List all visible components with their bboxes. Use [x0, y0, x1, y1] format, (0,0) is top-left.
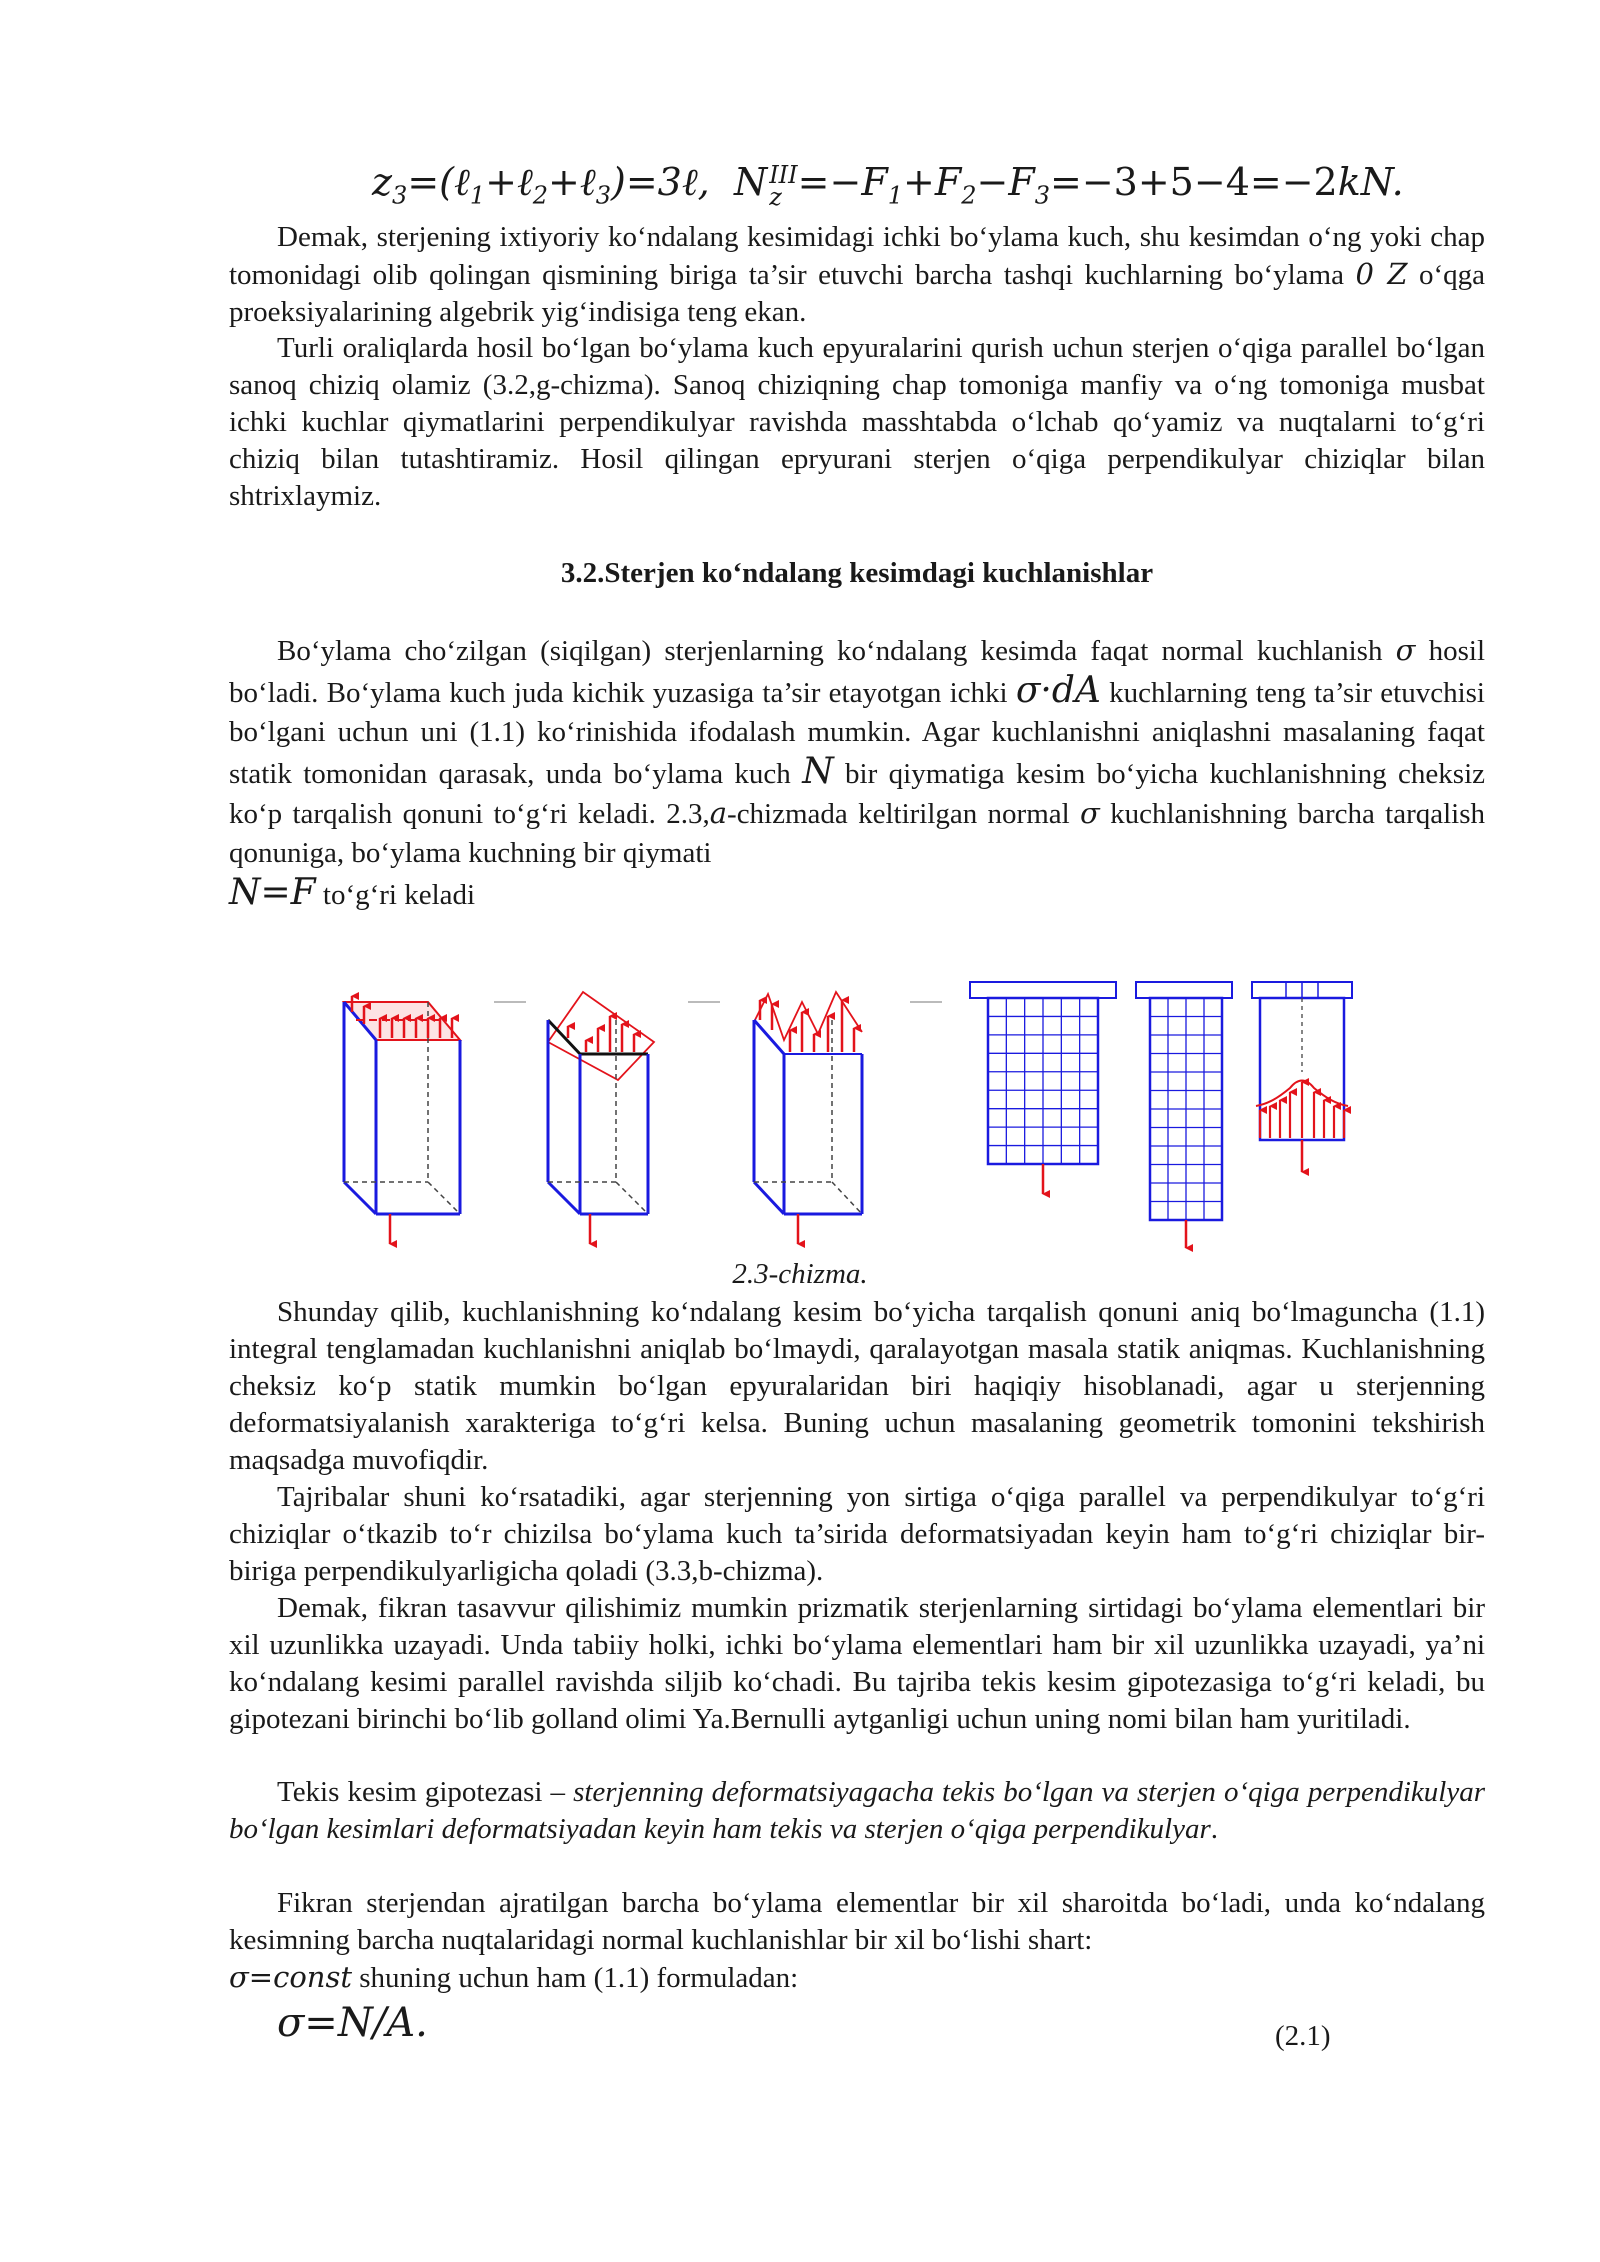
prism-peak: [548, 992, 654, 1244]
para3-t7: to‘g‘ri keladi: [315, 879, 476, 911]
prism-zigzag: [754, 992, 862, 1244]
sigma-symbol: σ: [1080, 796, 1100, 830]
formula-sigma: σ=N/A.: [277, 2000, 428, 2046]
paragraph-4-text: Shunday qilib, kuchlanishning ko‘ndalang kesim bo‘yicha tarqalish qonuni aniq bo‘lmaguncha (1.1) integral tenglamadan kuchlanishni aniqlab bo‘lmaydi, qaralayotgan masala statik aniqmas. Kuchlanishning cheksiz ko‘p statik mumkin bo‘lgan epyuralaridan biri haqiqiy hisoblanadi, agar u sterjenning deformatsiyalanish xarakteriga to‘g‘ri kelsa. Buning uchun masalaning geometrik tomonini tekshirish maqsadga muvofiqdir.: [229, 1296, 1485, 1476]
para8-t2: shuning uchun ham (1.1) formuladan:: [352, 1962, 799, 1994]
eq-z-sub: 3: [392, 181, 408, 210]
para3-t4: bir qiymatiga kesim bo‘yicha kuchlanishning cheksiz ko‘p tarqalish qonuni to‘g‘ri keladi. 2.3,: [229, 758, 1486, 830]
para3-t6: kuchlanishning barcha tarqalish qonuniga, bo‘ylama kuchning bir qiymati: [229, 798, 1486, 869]
eq-N-sup: III: [769, 160, 798, 189]
para3-t1: Bo‘ylama cho‘zilgan (siqilgan) sterjenlarning ko‘ndalang kesimda faqat normal kuchlanish: [277, 635, 1383, 667]
paragraph-4: [229, 1294, 1485, 1479]
a-symbol: a: [709, 796, 728, 830]
eq-kN: kN: [1337, 160, 1392, 204]
eq-F3-sub: 3: [1034, 181, 1050, 210]
eq-part: =−: [797, 160, 862, 204]
paragraph-5: [229, 1479, 1485, 1590]
para7-t1: Tekis kesim gipotezasi –: [277, 1776, 574, 1808]
para8-t1: Fikran sterjendan ajratilgan barcha bo‘ylama elementlar bir xil sharoitda bo‘ladi, unda ko‘ndalang kesimning barcha nuqtalaridagi normal kuchlanishlar bir xil bo‘lishi shart:: [229, 1887, 1485, 1956]
grid-bar-deformed: [1136, 982, 1232, 1248]
hypothesis-definition: sterjenning deformatsiyagacha tekis bo‘lgan va sterjen o‘qiga perpendikulyar bo‘lgan kesimlari deformatsiyadan keyin ham tekis va sterjen o‘qiga perpendikulyar: [229, 1776, 1485, 1845]
eq-z: z: [372, 160, 393, 204]
paragraph-1: [229, 219, 1485, 331]
paragraph-2: [229, 330, 1485, 515]
paragraph-6: [229, 1590, 1485, 1738]
grid-bar-undeformed: [970, 982, 1116, 1194]
eq-part: )=3: [611, 160, 682, 204]
eq-F1: F: [861, 160, 888, 204]
sigma-const-symbol: σ=const: [229, 1960, 353, 1994]
prism-uniform: [344, 996, 460, 1244]
paragraph-1-text: [229, 219, 1485, 331]
equation-number: (2.1): [1275, 2020, 1331, 2052]
paragraph-7: [229, 1774, 1485, 1848]
paragraph-8: [229, 1885, 1485, 1997]
paragraph-3: [229, 631, 1485, 915]
paragraph-7-text: [229, 1774, 1485, 1848]
eq-F2: F: [934, 160, 962, 204]
eq-l2: ℓ: [516, 160, 533, 204]
section-heading: [229, 557, 1485, 590]
eq-F3: F: [1008, 160, 1035, 204]
eq-N: N: [733, 160, 768, 204]
eq-part: =−3+5−4=−2: [1049, 160, 1338, 204]
bar-stress-epure: [1252, 982, 1352, 1172]
figure-stress-distribution: [268, 972, 1368, 1252]
para7-t2: .: [1210, 1813, 1219, 1845]
eq-l1-sub: 1: [469, 181, 486, 210]
eq-part: ,: [697, 160, 710, 204]
eq-part: +: [902, 160, 935, 204]
eq-part: −: [976, 160, 1009, 204]
sigma-dA-symbol: σ·dA: [1015, 670, 1101, 711]
eq-l1: ℓ: [453, 160, 470, 204]
paragraph-5-text: Tajribalar shuni ko‘rsatadiki, agar sterjenning yon sirtiga o‘qiga parallel va perpendikulyar to‘g‘ri chiziqlar o‘tkazib to‘r chizilsa bo‘ylama kuch ta’sirida deformatsiyadan keyin ham to‘g‘ri chiziqlar bir-biriga perpendikulyarligicha qoladi (3.3,b-chizma).: [229, 1481, 1485, 1587]
eq-F1-sub: 1: [887, 181, 903, 210]
eq-l3: ℓ: [579, 160, 596, 204]
paragraph-8-text: [229, 1885, 1485, 1997]
N-symbol: N: [802, 751, 834, 792]
paragraph-3-text: [229, 631, 1485, 915]
eq-l3-sub: 3: [595, 181, 611, 210]
section-heading-text: 3.2.Sterjen ko‘ndalang kesimdagi kuchlanishlar: [560, 557, 1154, 589]
figure-caption: 2.3-chizma.: [732, 1258, 868, 1290]
eq-part: .: [1391, 160, 1404, 204]
eq-l: ℓ: [681, 160, 698, 204]
eq-part: +: [548, 160, 580, 204]
para3-t2: hosil bo‘ladi. Bo‘ylama kuch juda kichik yuzasiga ta’sir etayotgan ichki: [229, 635, 1485, 709]
paragraph-2-text: Turli oraliqlarda hosil bo‘lgan bo‘ylama kuch epyuralarini qurish uchun sterjen o‘qiga parallel bo‘lgan sanoq chiziq olamiz (3.2,g-chizma). Sanoq chiziqning chap tomoniga manfiy va o‘ng tomoniga musbat ichki kuchlar qiymatlarini perpendikulyar ravishda masshtabda o‘lchab qo‘yamiz va nuqtalarni to‘g‘ri chiziq bilan tutashtiramiz. Hosil qilingan epryurani sterjen o‘qiga perpendikulyar chiziqlar bilan shtrixlaymiz.: [229, 332, 1485, 512]
para1-text-b: o‘qga proeksiyalarining algebrik yig‘indisiga teng ekan.: [229, 259, 1486, 328]
sigma-symbol: σ: [1395, 633, 1416, 667]
para1-text-a: Demak, sterjening ixtiyoriy ko‘ndalang kesimidagi ichki bo‘ylama kuch, shu kesimdan o‘ng yoki chap tomonidagi olib qolingan qismining biriga ta’sir etuvchi barcha tashqi kuchlarning bo‘ylama: [229, 221, 1485, 291]
para3-t5: -chizmada keltirilgan normal: [727, 798, 1080, 830]
paragraph-6-text: Demak, fikran tasavvur qilishimiz mumkin prizmatik sterjenlarning sirtidagi bo‘ylama elementlari bir xil uzunlikka uzayadi. Unda tabiiy holki, ichki bo‘ylama elementlari ham bir xil uzunlikka uzayadi, ya’ni ko‘ndalang kesimi parallel ravishda siljib ko‘chadi. Bu tajriba tekis kesim gipotezasiga to‘g‘ri keladi, bu gipotezani birinchi bo‘lib golland olimi Ya.Bernulli aytganligi uchun uning nomi bilan ham yuritiladi.: [229, 1592, 1485, 1735]
eq-F2-sub: 2: [961, 181, 977, 210]
axis-symbol: 0 Z: [1355, 257, 1408, 291]
para3-t3: kuchlarning teng ta’sir etuvchisi bo‘lgani uchun uni (1.1) ko‘rinishida ifodalash mumkin. Agar kuchlanishni aniqlashni masalaning faqat statik tomonidan qarasak, unda bo‘ylama kuch: [229, 677, 1485, 790]
eq-part: +: [485, 160, 517, 204]
N-equals-F-symbol: N=F: [229, 872, 316, 913]
eq-l2-sub: 2: [532, 181, 549, 210]
eq-part: =(: [407, 160, 454, 204]
equation-top: [372, 160, 1404, 210]
eq-N-sub: z: [769, 182, 782, 211]
